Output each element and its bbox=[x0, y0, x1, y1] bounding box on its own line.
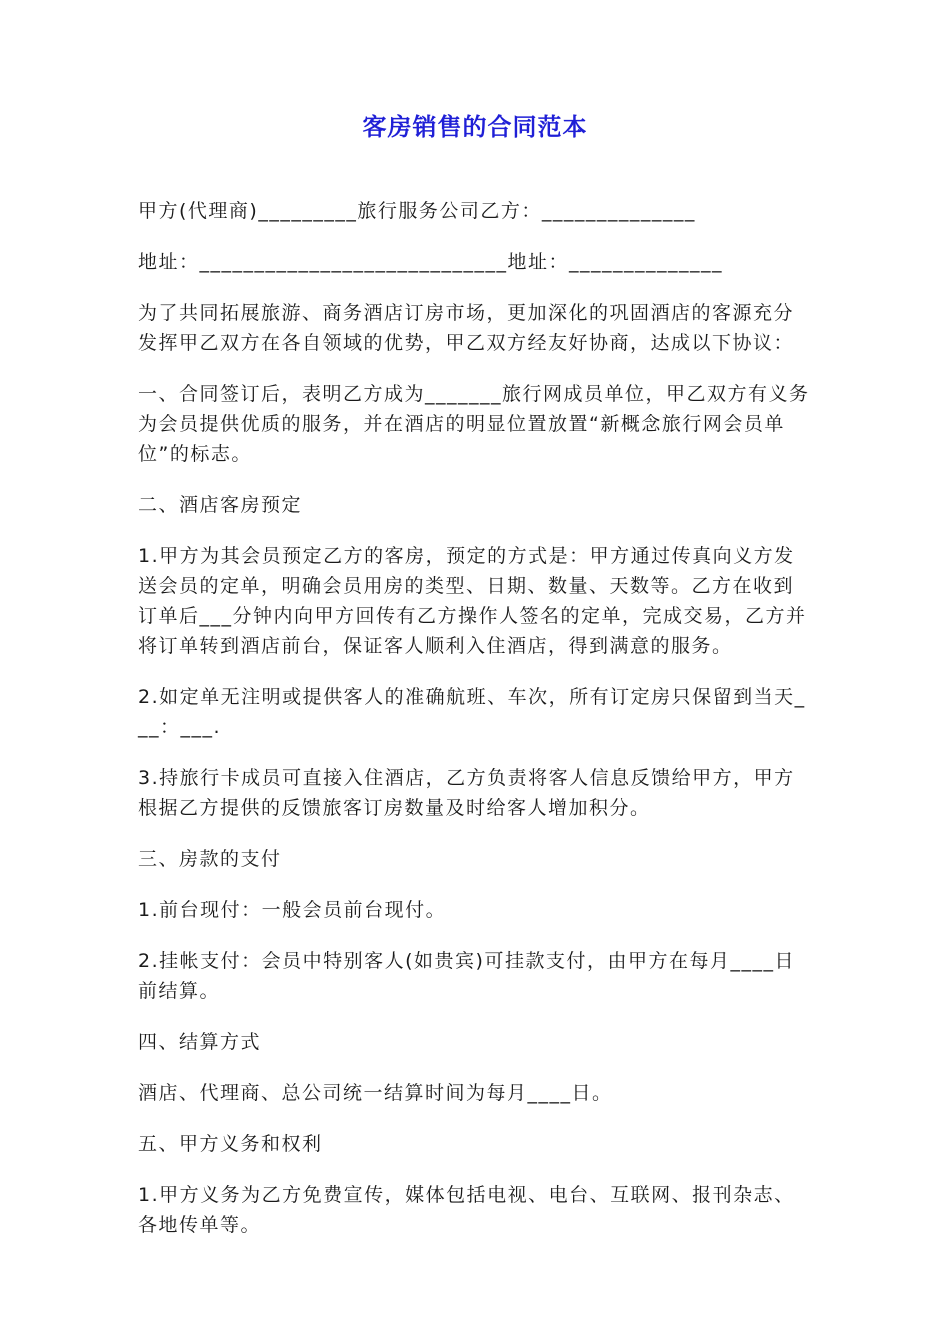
booking-item-3: 3.持旅行卡成员可直接入住酒店，乙方负责将客人信息反馈给甲方，甲方根据乙方提供的反馈旅客订房数量及时给客人增加积分。 bbox=[138, 767, 795, 819]
settlement-paragraph: 酒店、代理商、总公司统一结算时间为每月____日。 bbox=[138, 1082, 613, 1104]
payment-item-2: 2.挂帐支付：会员中特别客人(如贵宾)可挂款支付，由甲方在每月____日前结算。 bbox=[138, 950, 795, 1002]
section-heading-booking: 二、酒店客房预定 bbox=[138, 494, 303, 516]
clause-one-paragraph: 一、合同签订后，表明乙方成为_______旅行网成员单位，甲乙双方有义务为会员提供优质的服务，并在酒店的明显位置放置“新概念旅行网会员单位”的标志。 bbox=[138, 383, 810, 465]
document-title: 客房销售的合同范本 bbox=[362, 113, 588, 141]
address-line: 地址：____________________________地址：______________ bbox=[138, 251, 724, 273]
party-line: 甲方(代理商)_________旅行服务公司乙方：______________ bbox=[138, 200, 696, 222]
document-body bbox=[138, 196, 814, 1261]
section-heading-settlement: 四、结算方式 bbox=[138, 1031, 262, 1053]
payment-item-1: 1.前台现付：一般会员前台现付。 bbox=[138, 899, 447, 921]
party-a-duty-item-1: 1.甲方义务为乙方免费宣传，媒体包括电视、电台、互联网、报刊杂志、各地传单等。 bbox=[138, 1184, 795, 1236]
preamble-paragraph: 为了共同拓展旅游、商务酒店订房市场，更加深化的巩固酒店的客源充分发挥甲乙双方在各自领域的优势，甲乙双方经友好协商，达成以下协议： bbox=[138, 302, 795, 354]
section-heading-party-a-duties: 五、甲方义务和权利 bbox=[138, 1133, 323, 1155]
booking-item-1: 1.甲方为其会员预定乙方的客房，预定的方式是：甲方通过传真向义方发送会员的定单，明确会员用房的类型、日期、数量、天数等。乙方在收到订单后___分钟内向甲方回传有乙方操作人签名的定单，完成交易，乙方并将订单转到酒店前台，保证客人顺利入住酒店，得到满意的服务。 bbox=[138, 545, 807, 657]
booking-item-2: 2.如定单无注明或提供客人的准确航班、车次，所有订定房只保留到当天___：___. bbox=[138, 686, 806, 738]
section-heading-payment: 三、房款的支付 bbox=[138, 848, 282, 870]
